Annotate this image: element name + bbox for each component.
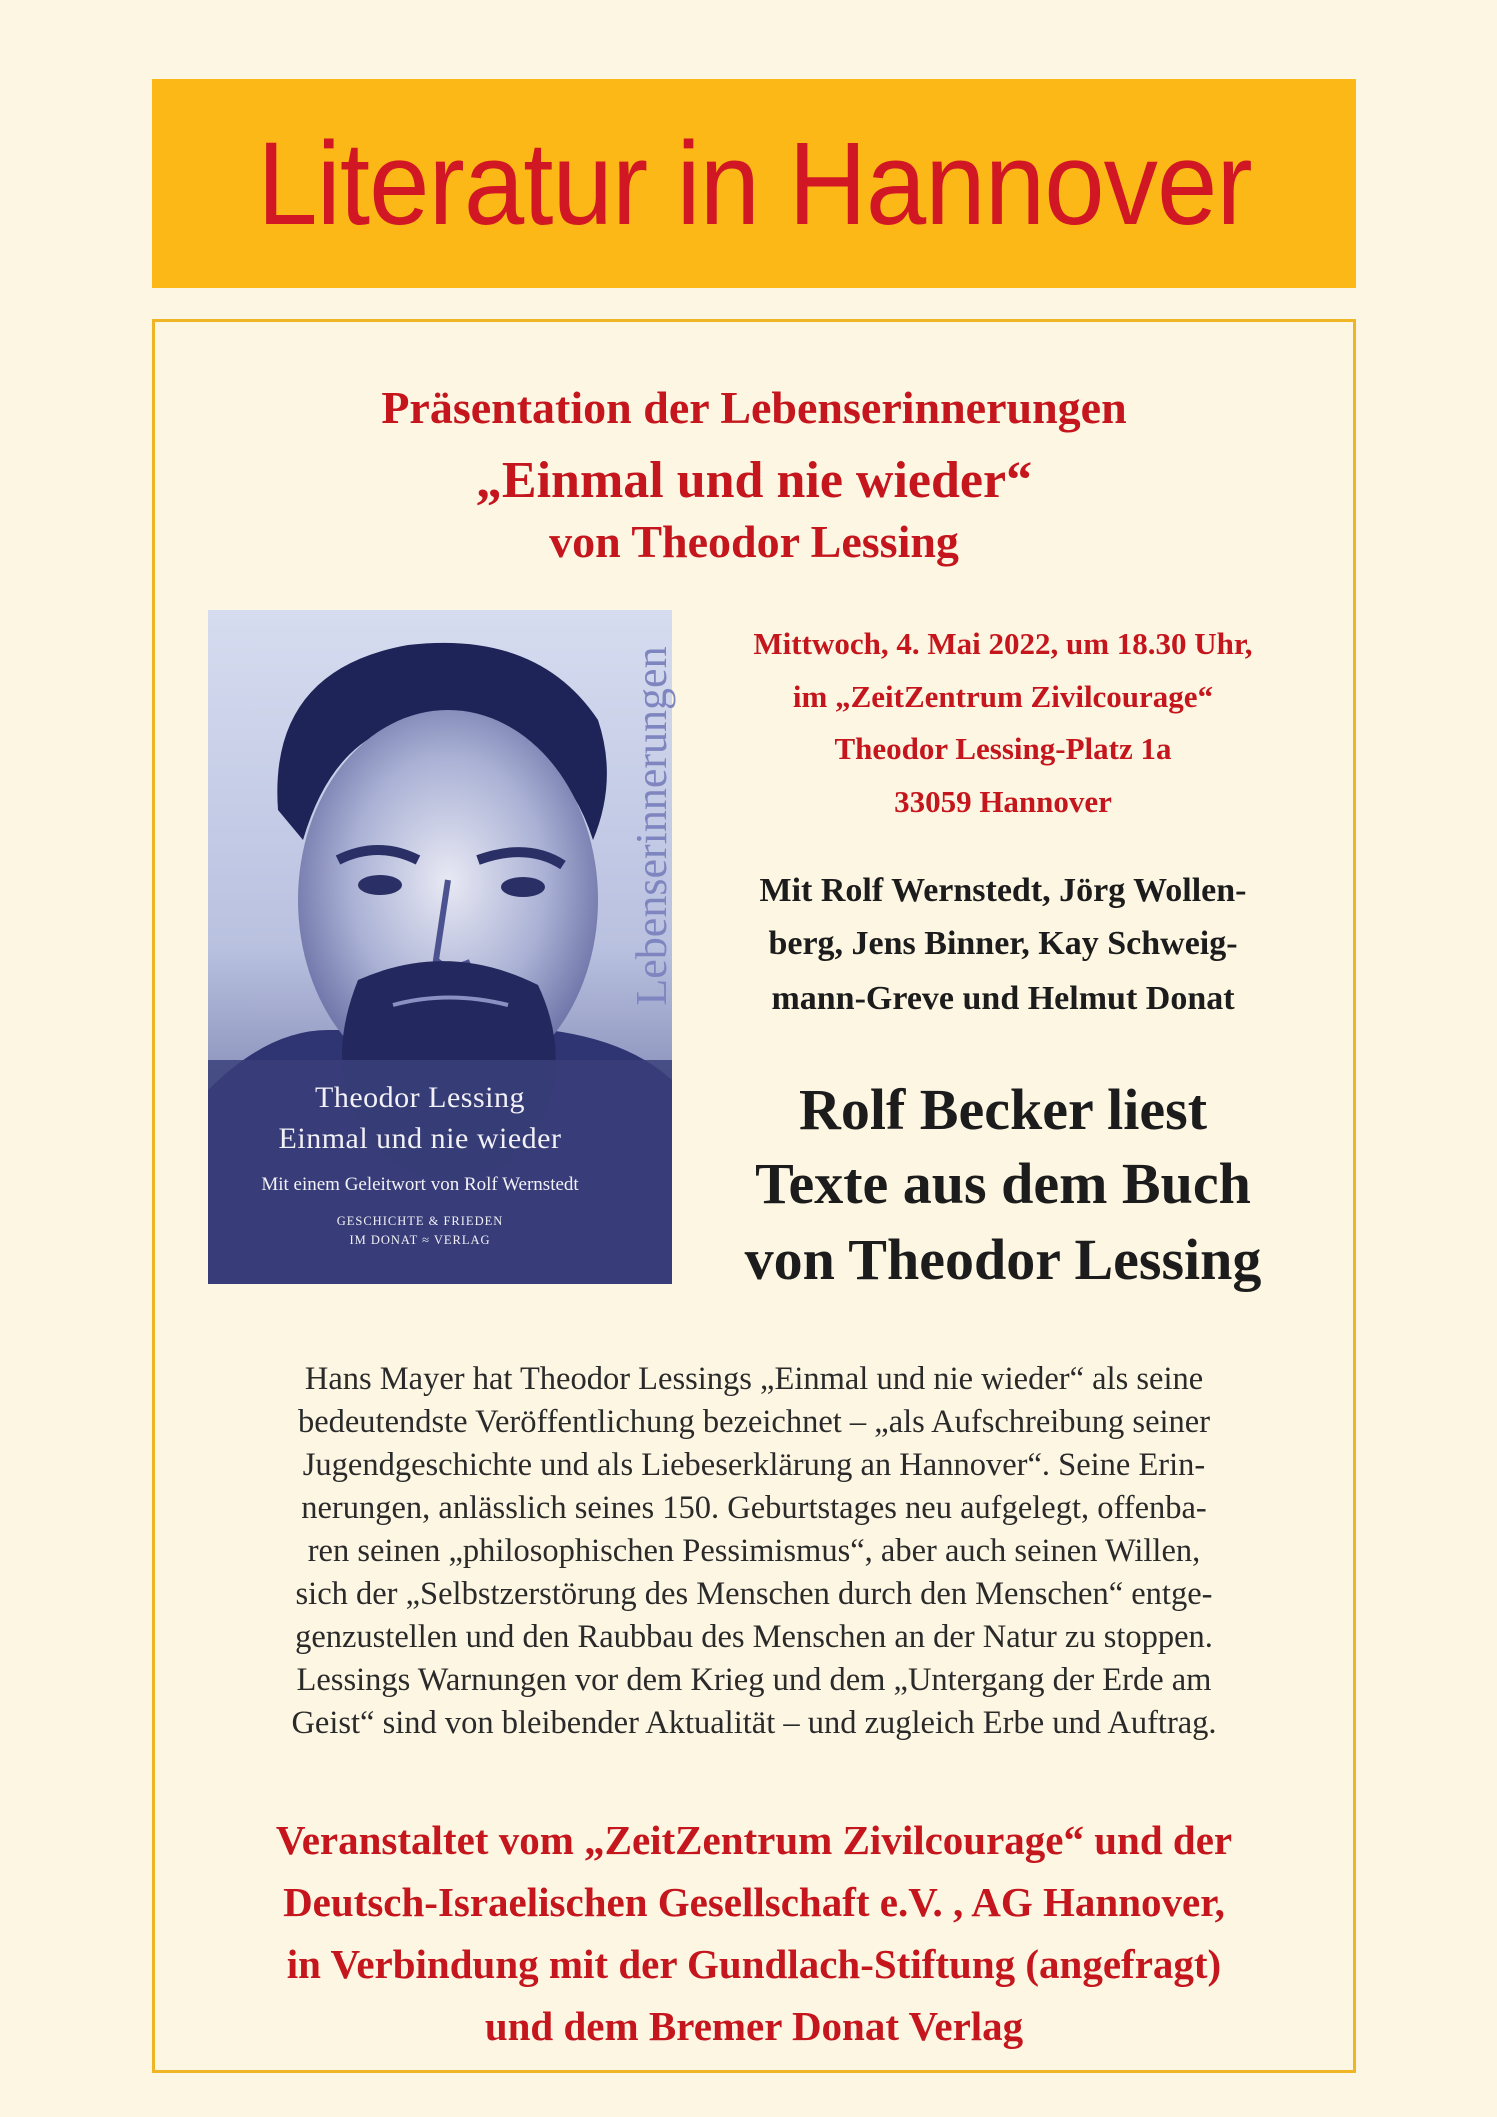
description-line: nerungen, anlässlich seines 150. Geburtstages neu aufgelegt, offenba-	[301, 1490, 1207, 1526]
event-city: 33059 Hannover	[894, 784, 1112, 819]
organizer-line: Deutsch-Israelischen Gesellschaft e.V. , AG Hannover,	[283, 1879, 1225, 1925]
cover-publisher-line-2: IM DONAT ≈ VERLAG	[349, 1233, 491, 1247]
page-title: Literatur in Hannover	[256, 117, 1252, 250]
guests-line-1: Mit Rolf Wernstedt, Jörg Wollen-	[759, 872, 1247, 909]
cover-author: Theodor Lessing	[315, 1081, 525, 1114]
guests-line-2: berg, Jens Binner, Kay Schweig-	[768, 925, 1238, 962]
description-line: ren seinen „philosophischen Pessimismus“, aber auch seinen Willen,	[307, 1533, 1201, 1569]
cover-publisher-line-1: GESCHICHTE & FRIEDEN	[336, 1214, 504, 1228]
organizer-line: Veranstaltet vom „ZeitZentrum Zivilcourage“ und der	[275, 1817, 1233, 1863]
reading-line-1: Rolf Becker liest	[798, 1077, 1208, 1142]
heading-line-1: Präsentation der Lebenserinnerungen	[381, 382, 1127, 433]
title-banner	[152, 79, 1356, 288]
description-line: Jugendgeschichte und als Liebeserklärung an Hannover“. Seine Erin-	[302, 1447, 1206, 1483]
heading-book-title: „Einmal und nie wieder“	[475, 452, 1033, 509]
organizer-line: und dem Bremer Donat Verlag	[484, 2003, 1024, 2049]
cover-subtitle: Mit einem Geleitwort von Rolf Wernstedt	[261, 1174, 579, 1195]
event-date: Mittwoch, 4. Mai 2022, um 18.30 Uhr,	[753, 626, 1253, 661]
heading-line-3: von Theodor Lessing	[549, 516, 959, 567]
description-line: Hans Mayer hat Theodor Lessings „Einmal und nie wieder“ als seine	[304, 1361, 1204, 1397]
event-venue: im „ZeitZentrum Zivilcourage“	[792, 679, 1214, 714]
cover-vertical-text: Lebenserinnerungen	[627, 646, 676, 1006]
organizer-line: in Verbindung mit der Gundlach-Stiftung (angefragt)	[286, 1941, 1222, 1987]
reading-line-3: von Theodor Lessing	[744, 1227, 1262, 1292]
description-line: bedeutendste Veröffentlichung bezeichnet – „als Aufschreibung seiner	[297, 1404, 1211, 1440]
description-line: Lessings Warnungen vor dem Krieg und dem „Untergang der Erde am	[296, 1662, 1212, 1698]
description-line: genzustellen und den Raubbau des Menschen an der Natur zu stoppen.	[295, 1619, 1213, 1655]
event-street: Theodor Lessing-Platz 1a	[834, 731, 1172, 766]
cover-title: Einmal und nie wieder	[278, 1122, 562, 1155]
reading-line-2: Texte aus dem Buch	[755, 1151, 1251, 1216]
description-line: Geist“ sind von bleibender Aktualität – und zugleich Erbe und Auftrag.	[291, 1705, 1217, 1741]
description-line: sich der „Selbstzerstörung des Menschen durch den Menschen“ entge-	[295, 1576, 1213, 1612]
guests-line-3: mann-Greve und Helmut Donat	[771, 980, 1235, 1017]
